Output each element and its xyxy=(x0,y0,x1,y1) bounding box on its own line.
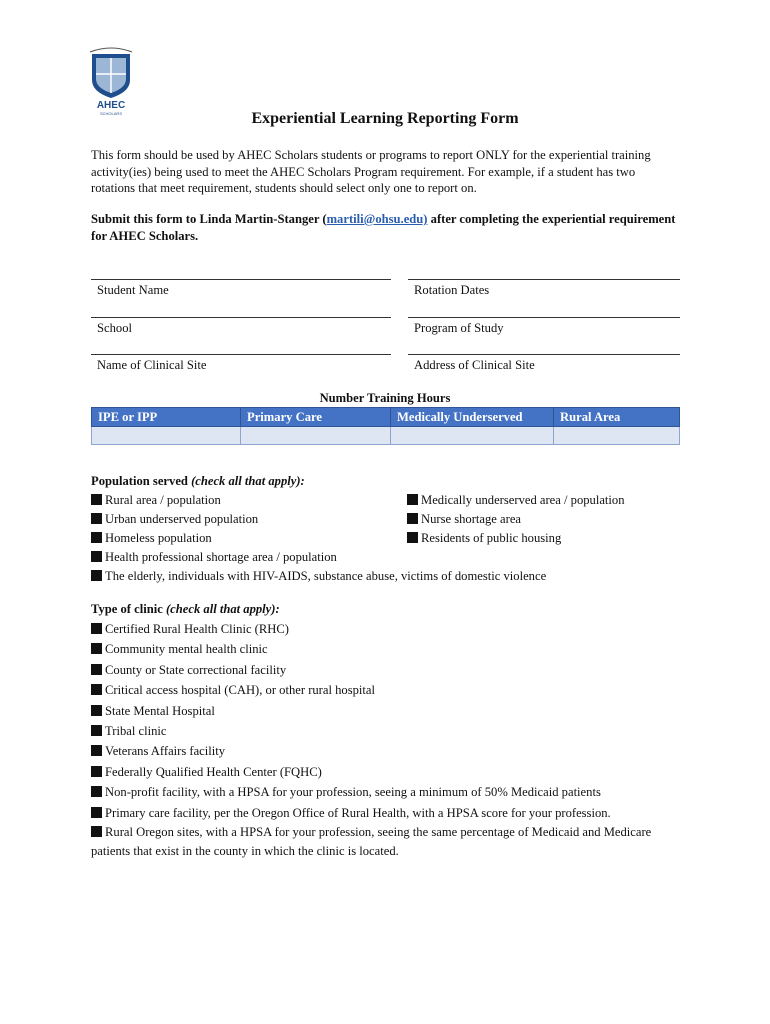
form-title: Experiential Learning Reporting Form xyxy=(251,110,519,127)
clinic-option[interactable]: Non-profit facility, with a HPSA for your profession, seeing a minimum of 50% Medicaid patients xyxy=(91,782,691,802)
rural-hours-input[interactable] xyxy=(554,427,680,445)
population-option[interactable]: Homeless population xyxy=(91,531,212,546)
checkbox-icon[interactable] xyxy=(91,745,102,756)
checkbox-icon[interactable] xyxy=(91,570,102,581)
population-option[interactable]: Residents of public housing xyxy=(407,531,561,546)
clinic-option[interactable]: Rural Oregon sites, with a HPSA for your profession, seeing the same percentage of Medicaid and Medicare patients that exist in the county in which the clinic is located. xyxy=(91,824,652,858)
hours-title: Number Training Hours xyxy=(319,391,451,405)
clinic-option[interactable]: Certified Rural Health Clinic (RHC) xyxy=(91,619,691,639)
checkbox-icon[interactable] xyxy=(91,664,102,675)
checkbox-icon[interactable] xyxy=(91,766,102,777)
checkbox-icon[interactable] xyxy=(91,725,102,736)
population-option[interactable]: Nurse shortage area xyxy=(407,512,521,527)
clinic-option[interactable]: Tribal clinic xyxy=(91,721,691,741)
checkbox-icon[interactable] xyxy=(407,513,418,524)
population-heading: Population served (check all that apply): xyxy=(91,474,305,488)
clinic-options xyxy=(91,619,691,861)
school-field[interactable]: School xyxy=(91,317,391,336)
checkbox-icon[interactable] xyxy=(91,532,102,543)
col-rural: Rural Area xyxy=(554,408,680,427)
checkbox-icon[interactable] xyxy=(91,705,102,716)
training-hours-table xyxy=(91,407,680,445)
clinical-site-field[interactable]: Name of Clinical Site xyxy=(91,354,391,373)
svg-text:AHEC: AHEC xyxy=(96,100,126,111)
clinic-option[interactable]: Primary care facility, per the Oregon Office of Rural Health, with a HPSA score for your profession. xyxy=(91,803,691,823)
primary-care-hours-input[interactable] xyxy=(241,427,391,445)
underserved-hours-input[interactable] xyxy=(391,427,554,445)
checkbox-icon[interactable] xyxy=(407,494,418,505)
clinic-option[interactable]: State Mental Hospital xyxy=(91,701,691,721)
checkbox-icon[interactable] xyxy=(91,551,102,562)
program-of-study-field[interactable]: Program of Study xyxy=(408,317,680,336)
population-option[interactable]: Medically underserved area / population xyxy=(407,493,625,508)
population-option[interactable]: The elderly, individuals with HIV-AIDS, substance abuse, victims of domestic violence xyxy=(91,569,546,584)
checkbox-icon[interactable] xyxy=(91,786,102,797)
intro-text: This form should be used by AHEC Scholars students or programs to report ONLY for the experiential training activity(ies) being used to meet the AHEC Scholars Program requirement. For example, if a student has two rotations that meet requirement, students should select only one to report on. xyxy=(91,148,651,195)
svg-text:SCHOLARS: SCHOLARS xyxy=(99,111,123,116)
submit-instructions: Submit this form to Linda Martin-Stanger (martili@ohsu.edu) after completing the experiential requirement for AHEC Scholars. xyxy=(91,212,676,243)
clinic-option[interactable]: Federally Qualified Health Center (FQHC) xyxy=(91,762,691,782)
population-option[interactable]: Urban underserved population xyxy=(91,512,258,527)
ahec-logo xyxy=(88,46,134,116)
checkbox-icon[interactable] xyxy=(91,623,102,634)
col-ipe: IPE or IPP xyxy=(92,408,241,427)
checkbox-icon[interactable] xyxy=(91,826,102,837)
clinical-address-field[interactable]: Address of Clinical Site xyxy=(408,354,680,373)
checkbox-icon[interactable] xyxy=(91,513,102,524)
clinic-option[interactable]: Critical access hospital (CAH), or other rural hospital xyxy=(91,680,691,700)
clinic-option[interactable]: County or State correctional facility xyxy=(91,660,691,680)
checkbox-icon[interactable] xyxy=(91,684,102,695)
student-name-field[interactable]: Student Name xyxy=(91,279,391,298)
checkbox-icon[interactable] xyxy=(407,532,418,543)
population-option[interactable]: Rural area / population xyxy=(91,493,221,508)
checkbox-icon[interactable] xyxy=(91,807,102,818)
col-primary-care: Primary Care xyxy=(241,408,391,427)
clinic-option[interactable]: Veterans Affairs facility xyxy=(91,741,691,761)
checkbox-icon[interactable] xyxy=(91,643,102,654)
population-option[interactable]: Health professional shortage area / population xyxy=(91,550,337,565)
col-underserved: Medically Underserved xyxy=(391,408,554,427)
rotation-dates-field[interactable]: Rotation Dates xyxy=(408,279,680,298)
ipe-hours-input[interactable] xyxy=(92,427,241,445)
checkbox-icon[interactable] xyxy=(91,494,102,505)
clinic-heading: Type of clinic (check all that apply): xyxy=(91,602,280,616)
email-link[interactable]: martili@ohsu.edu) xyxy=(326,212,428,226)
clinic-option[interactable]: Community mental health clinic xyxy=(91,639,691,659)
